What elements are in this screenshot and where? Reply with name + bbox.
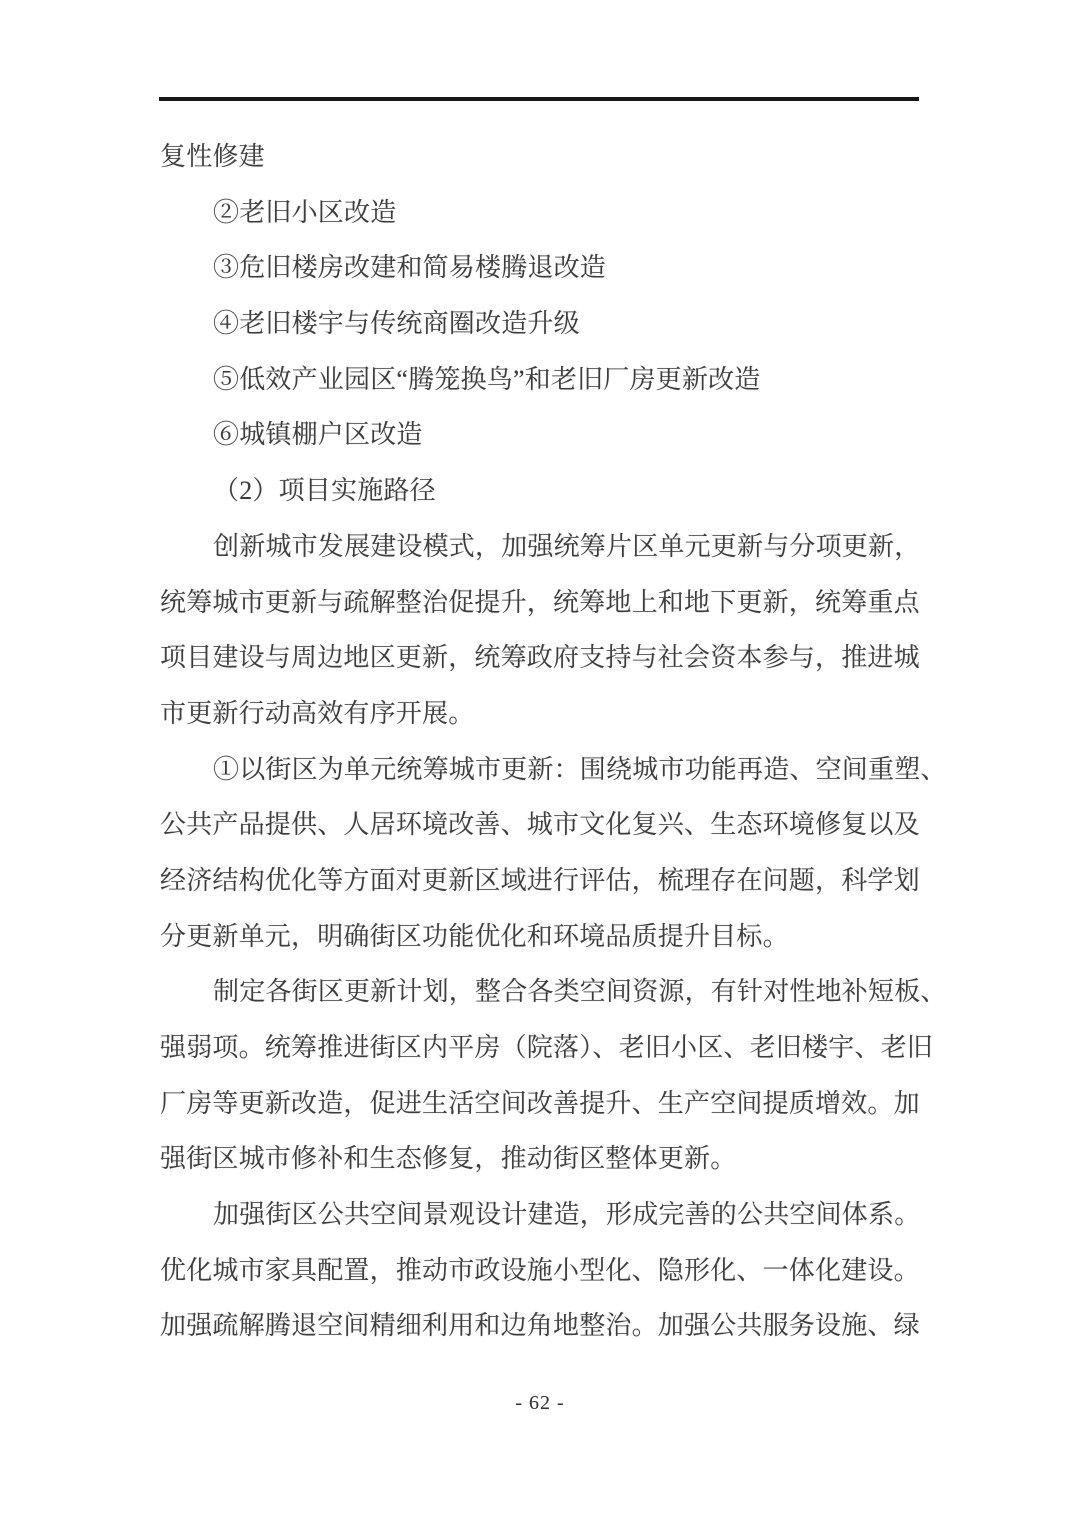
text-line: 厂房等更新改造，促进生活空间改善提升、生产空间提质增效。加	[160, 1088, 920, 1118]
text-line: 制定各街区更新计划，整合各类空间资源，有针对性地补短板、	[213, 977, 947, 1007]
text-line: 复性修建	[160, 142, 265, 171]
text-line: 优化城市家具配置，推动市政设施小型化、隐形化、一体化建设。	[160, 1255, 920, 1285]
text-line: 市更新行动高效有序开展。	[160, 698, 475, 728]
header-rule	[159, 97, 919, 101]
text-line: ④老旧楼宇与传统商圈改造升级	[213, 309, 580, 339]
text-line: 项目建设与周边地区更新，统筹政府支持与社会资本参与，推进城	[160, 643, 920, 673]
text-line: （2）项目实施路径	[213, 476, 436, 506]
text-line: ⑥城镇棚户区改造	[213, 420, 423, 450]
page-number: - 62 -	[515, 1392, 565, 1414]
body-text	[160, 129, 947, 1354]
text-line: ⑤低效产业园区“腾笼换鸟”和老旧厂房更新改造	[213, 364, 761, 394]
text-line: 统筹城市更新与疏解整治促提升，统筹地上和地下更新，统筹重点	[160, 587, 920, 617]
text-line: 强街区城市修补和生态修复，推动街区整体更新。	[160, 1144, 737, 1174]
text-line: 公共产品提供、人居环境改善、城市文化复兴、生态环境修复以及	[160, 810, 920, 840]
text-line: 加强疏解腾退空间精细利用和边角地整治。加强公共服务设施、绿	[160, 1311, 920, 1341]
text-line: 强弱项。统筹推进街区内平房（院落）、老旧小区、老旧楼宇、老旧	[160, 1033, 934, 1062]
text-line: 创新城市发展建设模式，加强统筹片区单元更新与分项更新，	[213, 531, 921, 561]
text-line: 分更新单元，明确街区功能优化和环境品质提升目标。	[160, 921, 789, 951]
text-line: 经济结构优化等方面对更新区域进行评估，梳理存在问题，科学划	[160, 865, 920, 895]
text-line: 加强街区公共空间景观设计建造，形成完善的公共空间体系。	[213, 1200, 921, 1230]
text-line: ③危旧楼房改建和简易楼腾退改造	[213, 253, 607, 283]
text-line: ②老旧小区改造	[213, 197, 397, 227]
text-line: ①以街区为单元统筹城市更新：围绕城市功能再造、空间重塑、	[213, 754, 947, 784]
